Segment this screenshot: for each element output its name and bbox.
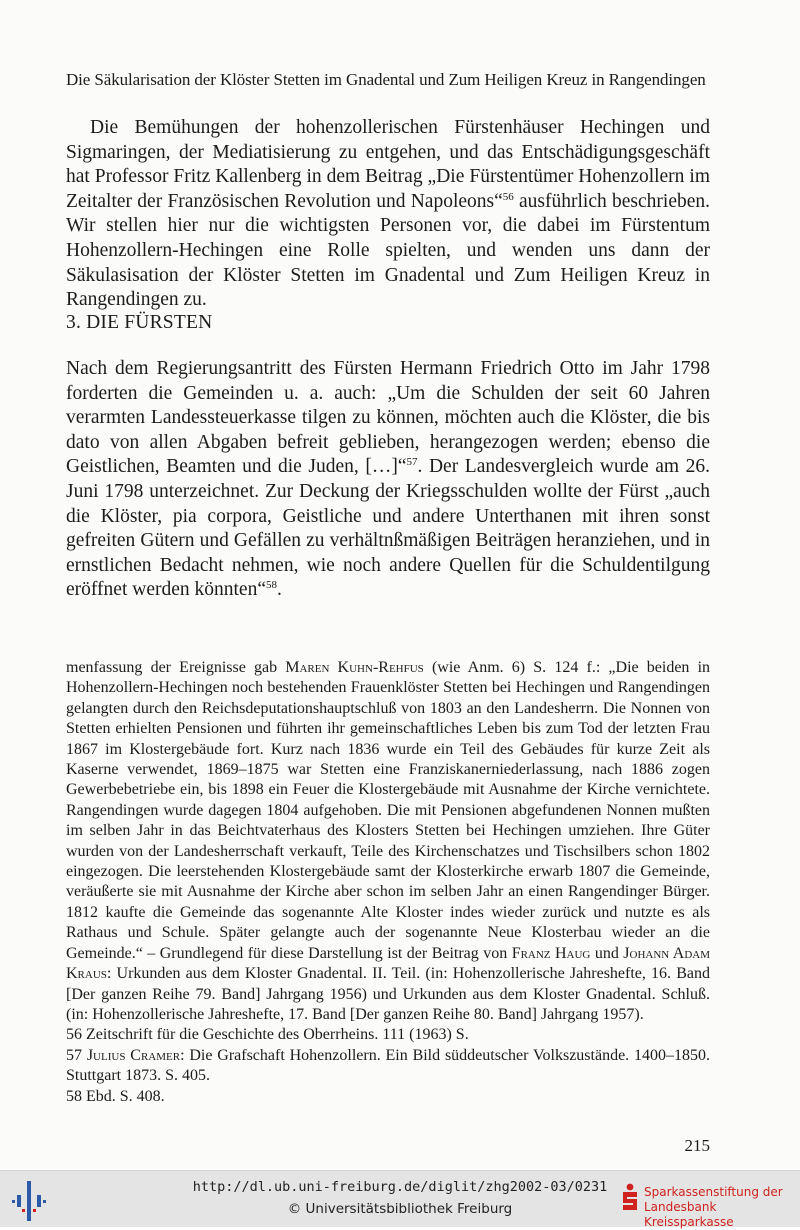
- fn-number: 57: [66, 1046, 87, 1064]
- intro-paragraph: [66, 116, 710, 313]
- footnotes: [66, 658, 710, 1107]
- main-text-b: . Der Landesvergleich wurde am 26. Juni 1798 unterzeichnet. Zur Deckung der Kriegsschulden wollte der Fürst „auch die Klöster, pia corpora, Geistliche und andere Unterthanen mit ihren sonst gefreiten Gütern und Gefällen zu verhältnßmäßigen Beiträgen heranziehen, und in ernstlichen Bedacht nehmen, wie noch andere Quellen für die Schuldentilgung eröffnet werden könnten“: [66, 456, 710, 601]
- footnote-continuation: [66, 658, 710, 1025]
- fn-author: Maren Kuhn-Rehfus: [285, 659, 424, 676]
- copyright-notice: © Universitätsbibliothek Freiburg: [287, 1201, 513, 1217]
- footnote-ref-58[interactable]: 58: [265, 579, 277, 592]
- intro-text-b: ausführlich beschrieben. Wir stellen hier nur die wichtigsten Personen vor, die dabei im Fürstentum Hohenzollern-Hechingen eine Rolle spielten, und wenden uns dann der Säkulasisation der Klöster Stetten im Gnadental und Zum Heiligen Kreuz in Rangendingen zu.: [66, 190, 711, 311]
- page-number: 215: [684, 1136, 710, 1155]
- sponsor-text[interactable]: [644, 1185, 800, 1230]
- fn-text: : Die Grafschaft Hohenzollern. Ein Bild süddeutscher Volkszustände. 1400–1850. Stuttgart 1873. S. 405.: [66, 1046, 710, 1085]
- document-url[interactable]: http://dl.ub.uni-freiburg.de/diglit/zhg2002-03/0231: [192, 1179, 608, 1195]
- main-text-c: .: [276, 579, 282, 601]
- footnote-57: [66, 1046, 710, 1087]
- sparkasse-logo-icon[interactable]: [620, 1183, 640, 1213]
- section-heading: 3. DIE FÜRSTEN: [66, 312, 213, 333]
- main-text-a: Nach dem Regierungsantritt des Fürsten Hermann Friedrich Otto im Jahr 1798 forderten die Gemeinden u. a. auch: „Um die Schulden der seit 60 Jahren verarmten Landessteuerkasse tilgen zu können, möchten auch die Klöster, die bis dato von allen Abgaben befreit geblieben, herangezogen werden; ebenso die Geistlichen, Beamten und die Juden, […]“: [66, 358, 710, 478]
- footnote-ref-57[interactable]: 57: [406, 456, 418, 469]
- intro-text-a: Die Bemühungen der hohenzollerischen Fürstenhäuser Hechingen und Sigmaringen, der Mediatisierung zu entgehen, und das Entschädigungsgeschäft hat Professor Fritz Kallenberg in dem Beitrag „Die Fürstentümer Hohenzollern im Zeitalter der Französischen Revolution und Napoleons“: [66, 117, 710, 212]
- fn-author: Johann Adam Kraus: [66, 944, 711, 983]
- fn-author: Franz Haug: [511, 944, 591, 962]
- footnote-58: 58 Ebd. S. 408.: [66, 1087, 165, 1105]
- running-head: Die Säkularisation der Klöster Stetten im Gnadental und Zum Heiligen Kreuz in Rangendingen: [66, 70, 706, 89]
- viewer-footer: [0, 1170, 800, 1227]
- footnote-ref-56[interactable]: 56: [502, 190, 514, 203]
- sponsor-line-1: Sparkassenstiftung der: [644, 1185, 783, 1199]
- fn-text: (wie Anm. 6) S. 124 f.: „Die beiden in Hohenzollern-Hechingen noch bestehenden Frauenklöster Stetten bei Hechingen und Rangendingen gelangten durch den Reichsdeputationshauptschluß von 1803 an den Landesherrn. Die Nonnen von Stetten erhielten Pensionen und führten ihr gemeinschaftliches Leben bis zum Tod der letzten Frau 1867 im Klostergebäude fort. Kurz nach 1836 wurde ein Teil des Gebäudes für kurze Zeit als Kaserne verwendet, 1869–1875 war Stetten eine Franziskanerniederlassung, nach 1886 zogen Gewerbebetriebe ein, bis 1898 ein Feuer die Klostergebäude mit Ausnahme der Kirche vernichtete. Rangendingen wurde dagegen 1804 aufgehoben. Die mit Pensionen abgefundenen Nonnen mußten im selben Jahr in das Beichtvaterhaus des Klosters Stetten bei Hechingen umziehen. Ihre Güter wurden von der Landesherrschaft verkauft, Teile des Kirchenschatzes und Tischsilbers schon 1802 eingezogen. Die leerstehenden Klostergebäude samt der Klosterkirche erwarb 1807 die Gemeinde, veräußerte sie mit Ausnahme der Kirche aber schon im selben Jahr an einen Rangendinger Bürger. 1812 kaufte die Gemeinde das sogenannte Alte Kloster indes wieder zurück und nutzte es als Rathaus und Schule. Später gelangte auch der sogenannte Neue Klosterbau wieder an die Gemeinde.“ – Grundlegend für diese Darstellung ist der Beitrag von: [66, 659, 711, 962]
- sponsor-line-2: Landesbank Kreissparkasse: [644, 1200, 734, 1229]
- fn-author: Julius Cramer: [86, 1046, 181, 1064]
- fn-text: menfassung der Ereignisse gab: [66, 659, 286, 676]
- main-paragraph: [66, 357, 710, 603]
- footnote-56: 56 Zeitschrift für die Geschichte des Oberrheins. 111 (1963) S.: [66, 1026, 469, 1044]
- fn-text: und: [590, 944, 624, 962]
- fn-text: : Urkunden aus dem Kloster Gnadental. II. Teil. (in: Hohenzollerische Jahreshefte, 16. Band [Der ganzen Reihe 79. Band] Jahrgang 1956) und Urkunden aus dem Kloster Gnadental. Schluß. (in: Hohenzollerische Jahreshefte, 17. Band [Der ganzen Reihe 80. Band] Jahrgang 1957).: [66, 965, 710, 1023]
